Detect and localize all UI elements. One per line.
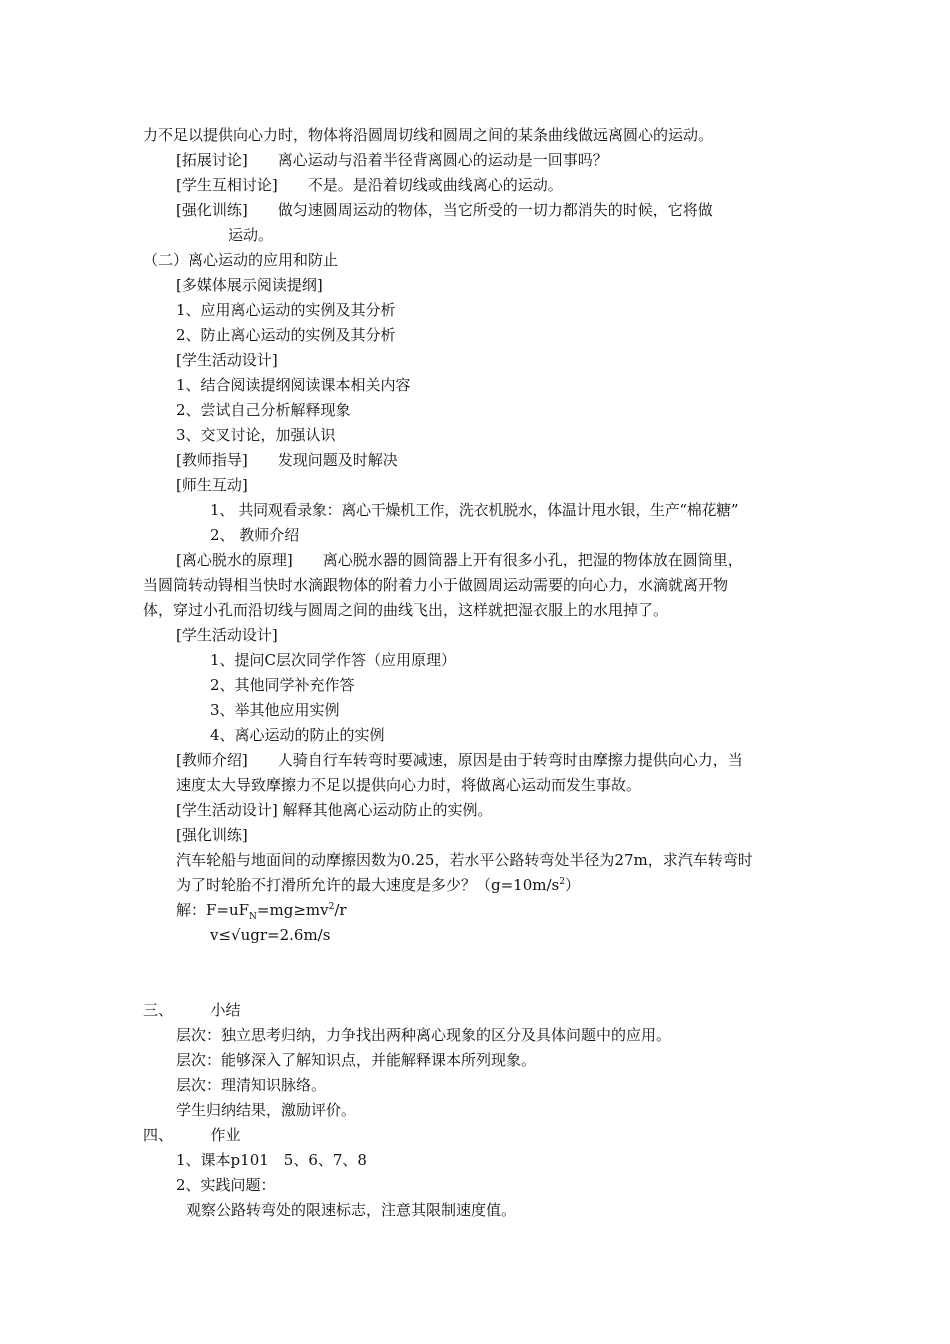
section-heading: （二）离心运动的应用和防止 bbox=[143, 251, 339, 269]
superscript: 2 bbox=[559, 877, 565, 887]
text-line: 3、举其他应用实例 bbox=[210, 701, 340, 719]
text-line: 2、其他同学补充作答 bbox=[210, 676, 355, 694]
text-line: [教师介绍] 人骑自行车转弯时要减速，原因是由于转弯时由摩擦力提供向心力，当 bbox=[176, 751, 743, 769]
text-line: [学生活动设计] bbox=[176, 626, 278, 644]
text-line: 观察公路转弯处的限速标志，注意其限制速度值。 bbox=[186, 1201, 517, 1219]
text-segment: 为了时轮胎不打滑所允许的最大速度是多少？（g=10m/s bbox=[176, 876, 560, 894]
text-line: [教师指导] 发现问题及时解决 bbox=[176, 451, 398, 469]
text-line: 1、 共同观看录象：离心干燥机工作，洗衣机脱水，体温计甩水银，生产“棉花糖” bbox=[210, 501, 739, 519]
section-heading: 三、 小结 bbox=[143, 1001, 241, 1019]
text-segment: /r bbox=[334, 901, 347, 919]
text-line: 运动。 bbox=[228, 226, 274, 244]
text-line: 1、课本p101 5、6、7、8 bbox=[176, 1151, 367, 1169]
text-line: 力不足以提供向心力时，物体将沿圆周切线和圆周之间的某条曲线做远离圆心的运动。 bbox=[143, 126, 714, 144]
text-line: 学生归纳结果，激励评价。 bbox=[176, 1101, 357, 1119]
text-line: [拓展讨论] 离心运动与沿着半径背离圆心的运动是一回事吗？ bbox=[176, 151, 608, 169]
text-line: [学生互相讨论] 不是。是沿着切线或曲线离心的运动。 bbox=[176, 176, 563, 194]
text-line bbox=[176, 873, 580, 898]
text-line: 2、防止离心运动的实例及其分析 bbox=[176, 326, 396, 344]
text-line: 2、实践问题： bbox=[176, 1176, 276, 1194]
text-line: [学生活动设计] bbox=[176, 351, 278, 369]
text-line: 层次：能够深入了解知识点，并能解释课本所列现象。 bbox=[176, 1051, 537, 1069]
text-line: 速度太大导致摩擦力不足以提供向心力时，将做离心运动而发生事故。 bbox=[176, 776, 642, 794]
text-line: 汽车轮船与地面间的动摩擦因数为0.25，若水平公路转弯处半径为27m，求汽车转弯时 bbox=[176, 851, 753, 869]
text-line: [强化训练] 做匀速圆周运动的物体，当它所受的一切力都消失的时候，它将做 bbox=[176, 201, 713, 219]
text-line: [多媒体展示阅读提纲] bbox=[176, 276, 323, 294]
text-line: 1、应用离心运动的实例及其分析 bbox=[176, 301, 396, 319]
text-line: 层次：独立思考归纳，力争找出两种离心现象的区分及具体问题中的应用。 bbox=[176, 1026, 672, 1044]
text-line: [强化训练] bbox=[176, 826, 248, 844]
text-line: [学生活动设计] 解释其他离心运动防止的实例。 bbox=[176, 801, 493, 819]
formula-line bbox=[176, 898, 347, 923]
formula-line: v≤√ugr=2.6m/s bbox=[210, 926, 331, 944]
text-line: 层次：理清知识脉络。 bbox=[176, 1076, 327, 1094]
text-line: [离心脱水的原理] 离心脱水器的圆筒器上开有很多小孔，把湿的物体放在圆筒里， bbox=[176, 551, 743, 569]
text-line: 体，穿过小孔而沿切线与圆周之间的曲线飞出，这样就把湿衣服上的水甩掉了。 bbox=[143, 601, 669, 619]
text-line: 2、 教师介绍 bbox=[210, 526, 300, 544]
text-segment: =mg≥mv bbox=[256, 901, 329, 919]
section-heading: 四、 作业 bbox=[143, 1126, 241, 1144]
text-segment: 解：F=uF bbox=[176, 901, 250, 919]
text-line: 4、离心运动的防止的实例 bbox=[210, 726, 385, 744]
text-line: 2、尝试自己分析解释现象 bbox=[176, 401, 351, 419]
text-line: 1、结合阅读提纲阅读课本相关内容 bbox=[176, 376, 411, 394]
subscript: N bbox=[249, 912, 257, 922]
text-line: [师生互动] bbox=[176, 476, 248, 494]
text-segment: ） bbox=[564, 876, 580, 894]
superscript: 2 bbox=[328, 902, 335, 912]
text-line: 1、提问C层次同学作答（应用原理） bbox=[210, 651, 457, 669]
text-line: 当圆筒转动锝相当快时水滴跟物体的附着力小于做圆周运动需要的向心力，水滴就离开物 bbox=[143, 576, 729, 594]
text-line: 3、交叉讨论，加强认识 bbox=[176, 426, 336, 444]
